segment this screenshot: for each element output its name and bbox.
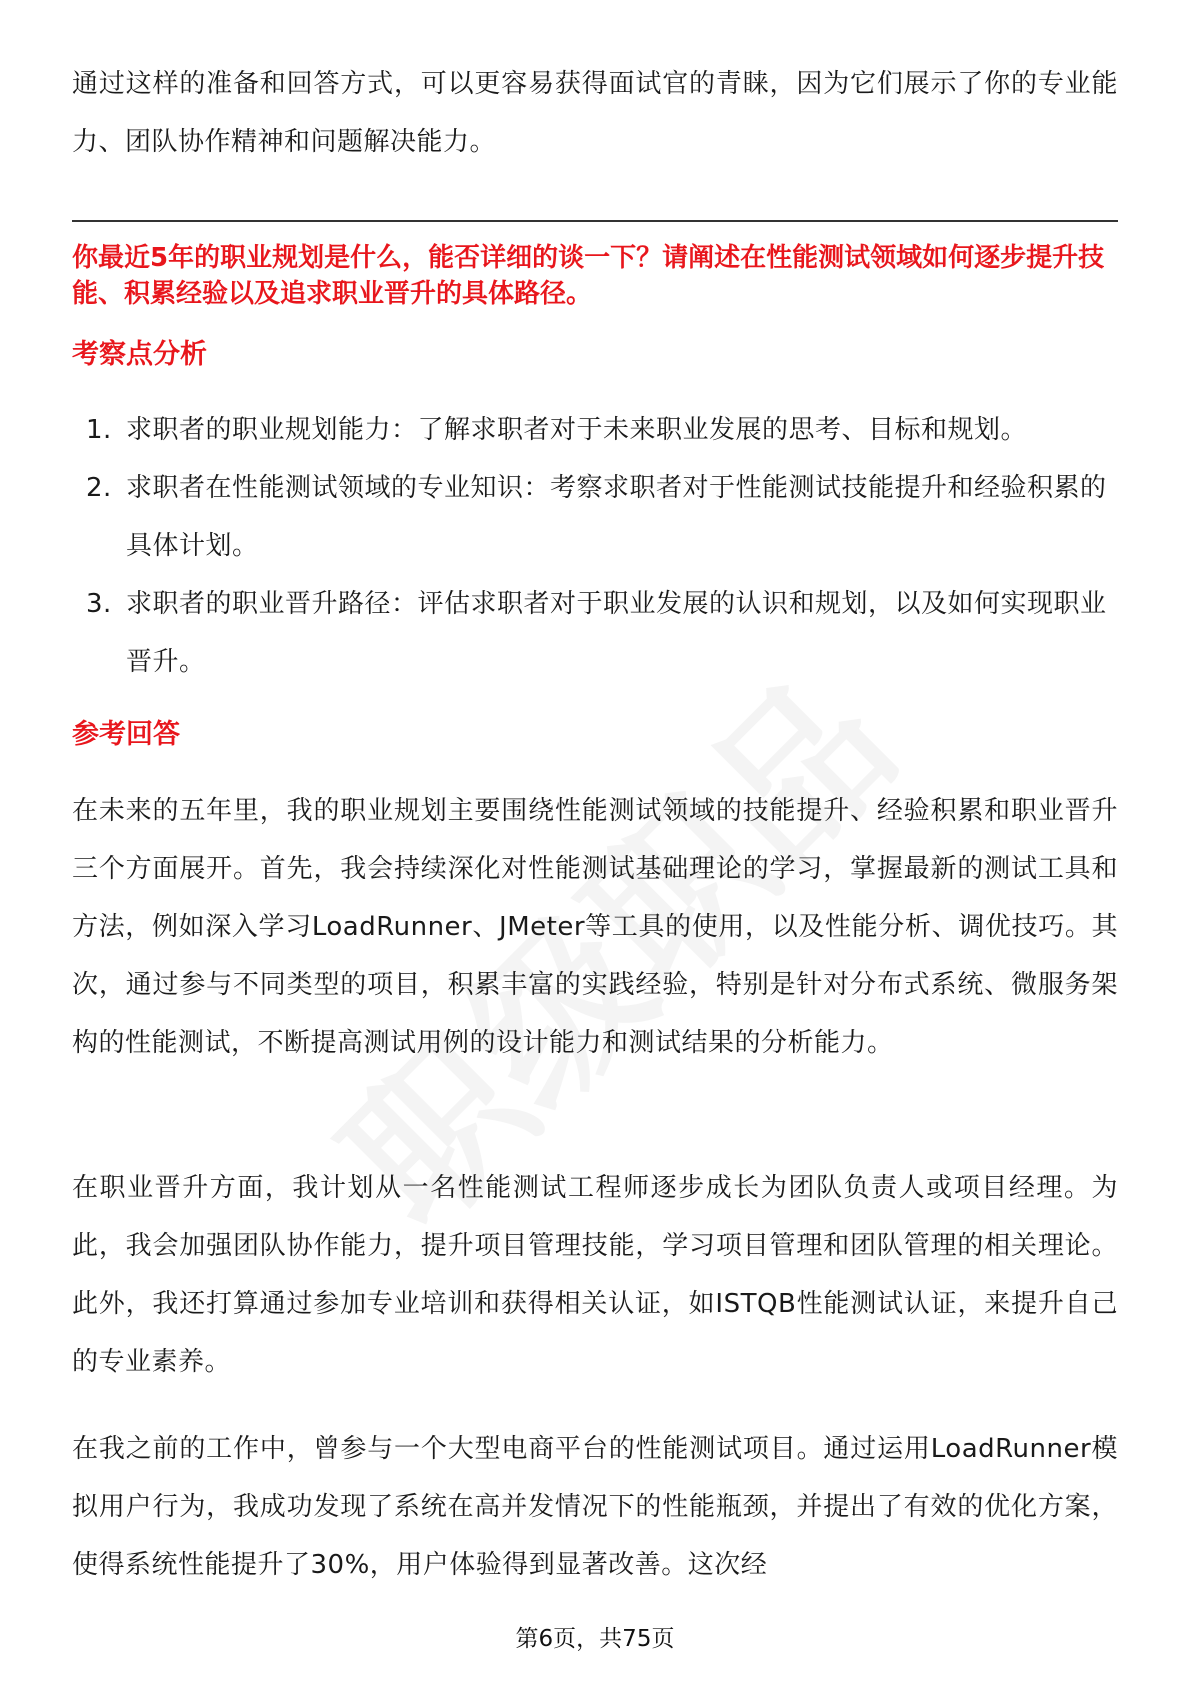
list-item [72, 401, 1118, 459]
answer-paragraph: 在未来的五年里，我的职业规划主要围绕性能测试领域的技能提升、经验积累和职业晋升三个方面展开。首先，我会持续深化对性能测试基础理论的学习，掌握最新的测试工具和方法，例如深入学习LoadRunner、JMeter等工具的使用，以及性能分析、调优技巧。其次，通过参与不同类型的项目，积累丰富的实践经验，特别是针对分布式系统、微服务架构的性能测试，不断提高测试用例的设计能力和测试结果的分析能力。 [72, 796, 1118, 1058]
list-item-text: 求职者的职业晋升路径：评估求职者对于职业发展的认识和规划，以及如何实现职业晋升。 [126, 589, 1107, 677]
answer-paragraph: 在我之前的工作中，曾参与一个大型电商平台的性能测试项目。通过运用LoadRunner模拟用户行为，我成功发现了系统在高并发情况下的性能瓶颈，并提出了有效的优化方案，使得系统性能提升了30%，用户体验得到显著改善。这次经 [72, 1434, 1118, 1580]
list-number: 1. [86, 415, 112, 445]
list-number: 3. [86, 589, 112, 619]
answer-paragraph: 在职业晋升方面，我计划从一名性能测试工程师逐步成长为团队负责人或项目经理。为此，我会加强团队协作能力，提升项目管理技能，学习项目管理和团队管理的相关理论。此外，我还打算通过参加专业培训和获得相关认证，如ISTQB性能测试认证，来提升自己的专业素养。 [72, 1173, 1118, 1377]
list-item-text: 求职者的职业规划能力：了解求职者对于未来职业发展的思考、目标和规划。 [126, 415, 1028, 445]
interview-question: 你最近5年的职业规划是什么，能否详细的谈一下？请阐述在性能测试领域如何逐步提升技能、积累经验以及追求职业晋升的具体路径。 [72, 243, 1105, 309]
list-item [72, 459, 1118, 575]
analysis-list [72, 401, 1118, 691]
list-item [72, 575, 1118, 691]
analysis-heading: 考察点分析 [72, 339, 207, 370]
intro-paragraph: 通过这样的准备和回答方式，可以更容易获得面试官的青睐，因为它们展示了你的专业能力、团队协作精神和问题解决能力。 [72, 69, 1118, 157]
answer-heading: 参考回答 [72, 719, 180, 750]
page-footer: 第6页，共75页 [515, 1626, 675, 1652]
list-number: 2. [86, 473, 112, 503]
list-item-text: 求职者在性能测试领域的专业知识：考察求职者对于性能测试技能提升和经验积累的具体计划。 [126, 473, 1107, 561]
section-divider [72, 220, 1118, 222]
